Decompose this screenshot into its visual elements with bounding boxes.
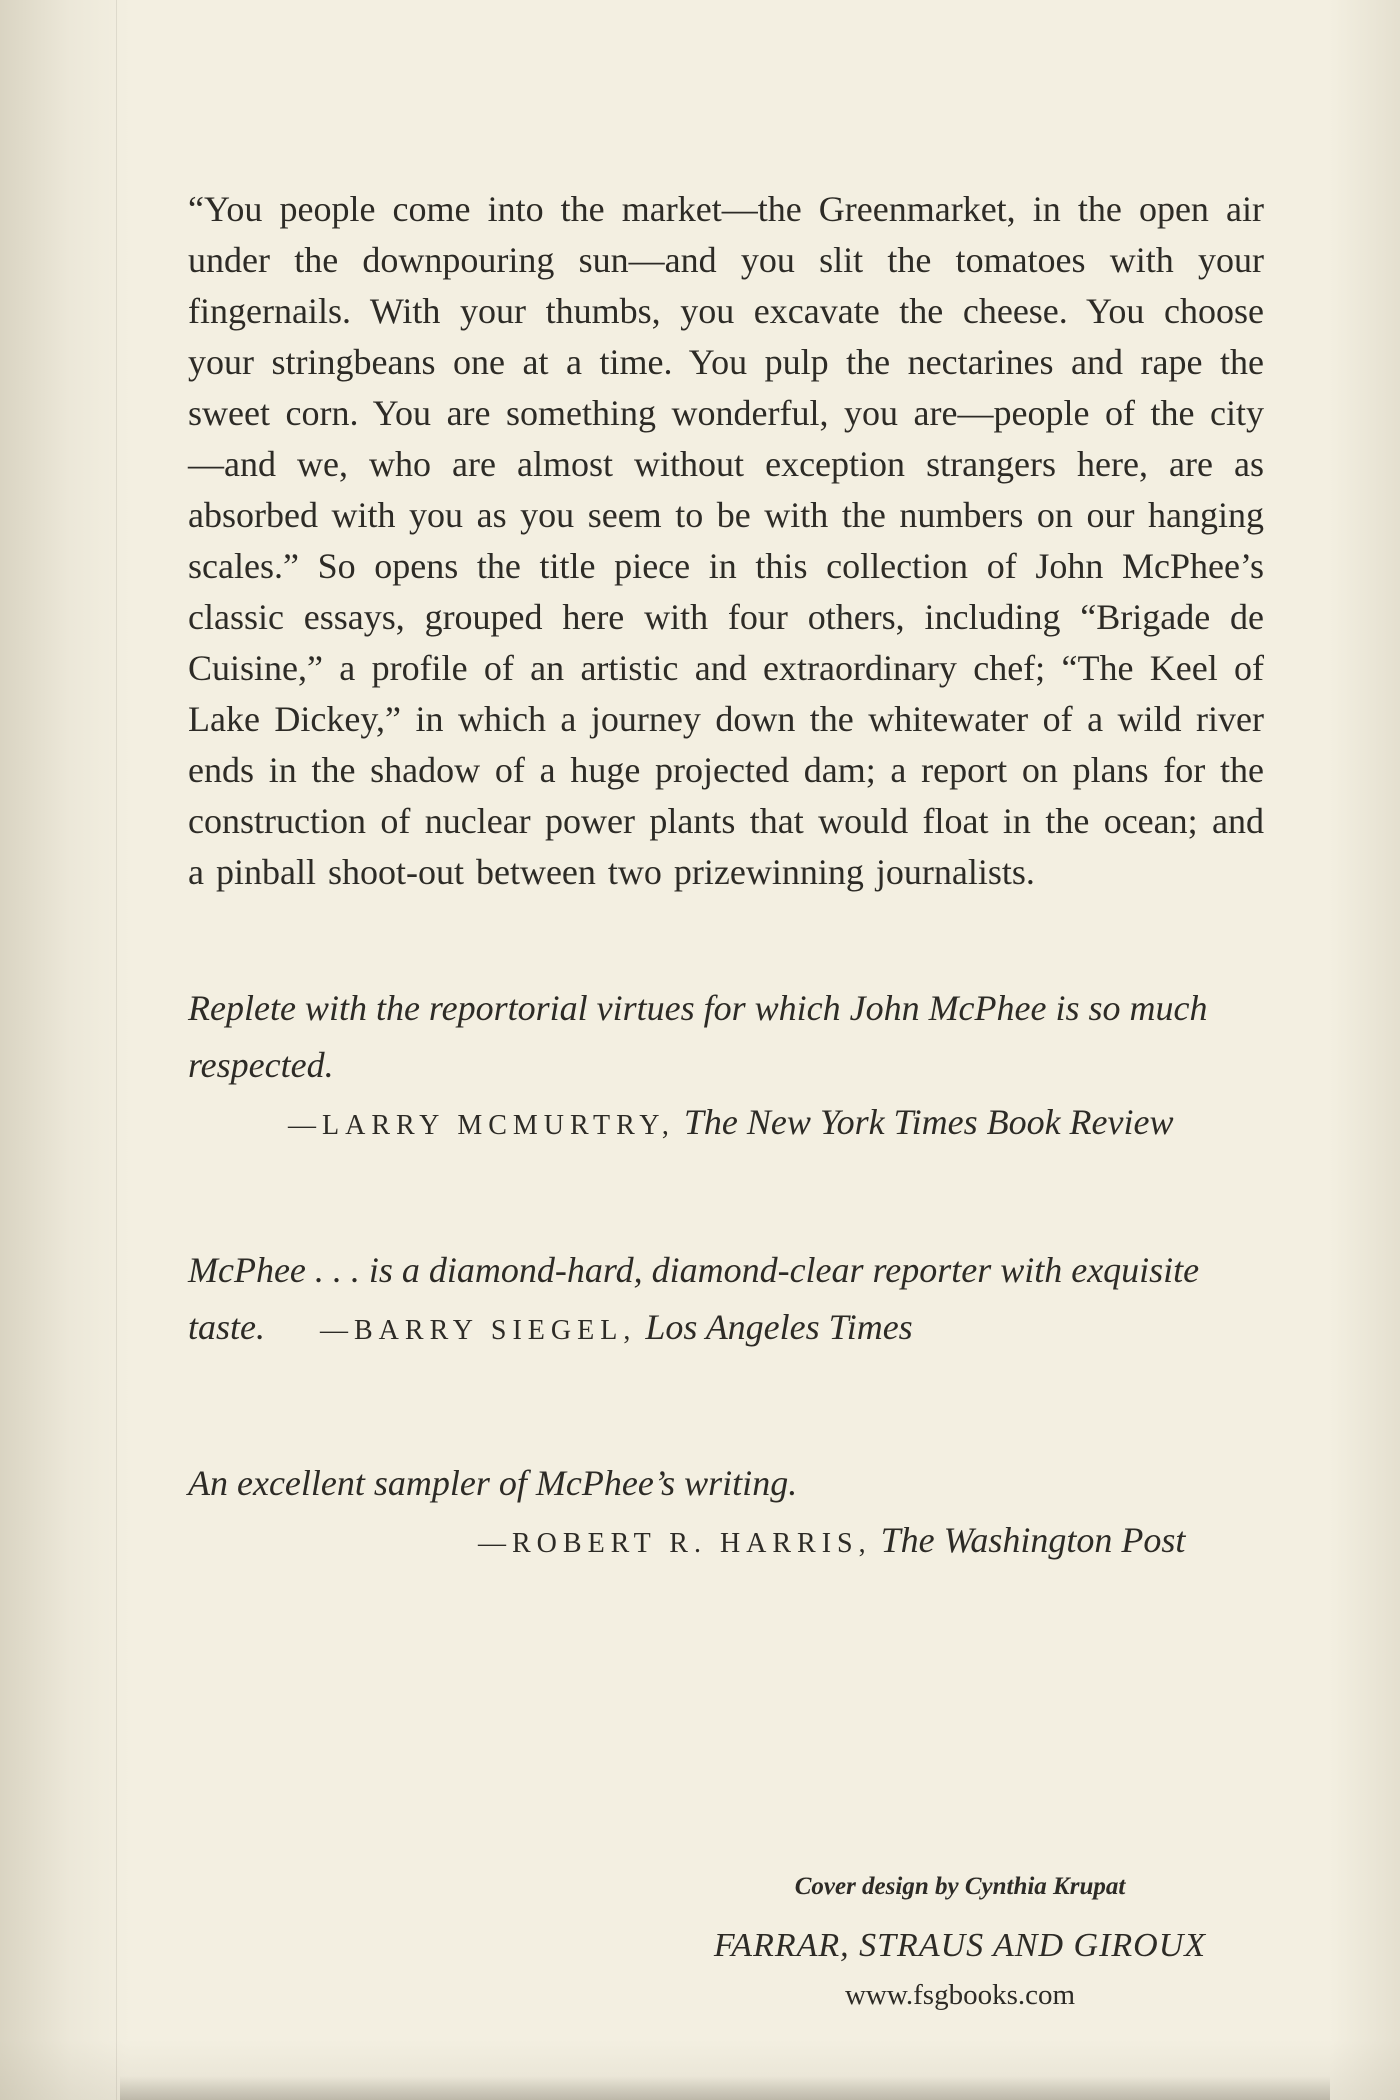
publisher-name: FARRAR, STRAUS AND GIROUX — [713, 1927, 1207, 1964]
blurb-quote: Replete with the reportorial virtues for which John McPhee is so much respected. — [188, 988, 1208, 1085]
synopsis-paragraph: “You people come into the market—the Greenmarket, in the open air under the downpouring sun—and you slit the tomatoes with your fingernails. With your thumbs, you excavate the cheese. You choose your stringbeans one at a time. You pulp the nectarines and rape the sweet corn. You are something wonderful, you are—people of the city—and we, who are almost without exception strangers here, are as absorbed with you as you seem to be with the numbers on our hanging scales.” So opens the title piece in this collection of John McPhee’s classic essays, grouped here with four others, including “Brigade de Cuisine,” a profile of an artistic and extraordinary chef; “The Keel of Lake Dickey,” in which a journey down the whitewater of a wild river ends in the shadow of a huge projected dam; a report on plans for the construction of nuclear power plants that would float in the ocean; and a pinball shoot-out between two prizewinning journalists. — [188, 189, 1264, 892]
critic-name: —BARRY SIEGEL, — [320, 1315, 637, 1346]
footer-credits — [610, 1872, 1310, 2012]
publication-name: The Washington Post — [880, 1520, 1186, 1560]
publisher-website: www.fsgbooks.com — [844, 1979, 1076, 2011]
bottom-edge-shadow — [120, 2076, 1330, 2100]
review-blurb-latimes — [188, 1242, 1264, 1359]
critic-name: —LARRY MCMURTRY, — [288, 1110, 675, 1141]
back-cover-text-block — [188, 184, 1264, 1572]
critic-name: —ROBERT R. HARRIS, — [478, 1528, 872, 1559]
review-blurb-nyt — [188, 980, 1264, 1154]
blurb-attribution — [188, 1094, 1264, 1154]
blurb-quote: An excellent sampler of McPhee’s writing. — [188, 1463, 798, 1503]
cover-design-credit: Cover design by Cynthia Krupat — [794, 1873, 1126, 1900]
blurb-attribution — [320, 1307, 913, 1347]
scan-edge-line — [116, 0, 117, 2100]
blurb-attribution — [188, 1512, 1264, 1572]
review-blurb-washpost — [188, 1455, 1264, 1572]
publication-name: Los Angeles Times — [645, 1307, 913, 1347]
blurb-quote: McPhee . . . is a diamond-hard, diamond-clear reporter with exquisite taste. — [188, 1250, 1200, 1347]
publication-name: The New York Times Book Review — [683, 1102, 1174, 1142]
